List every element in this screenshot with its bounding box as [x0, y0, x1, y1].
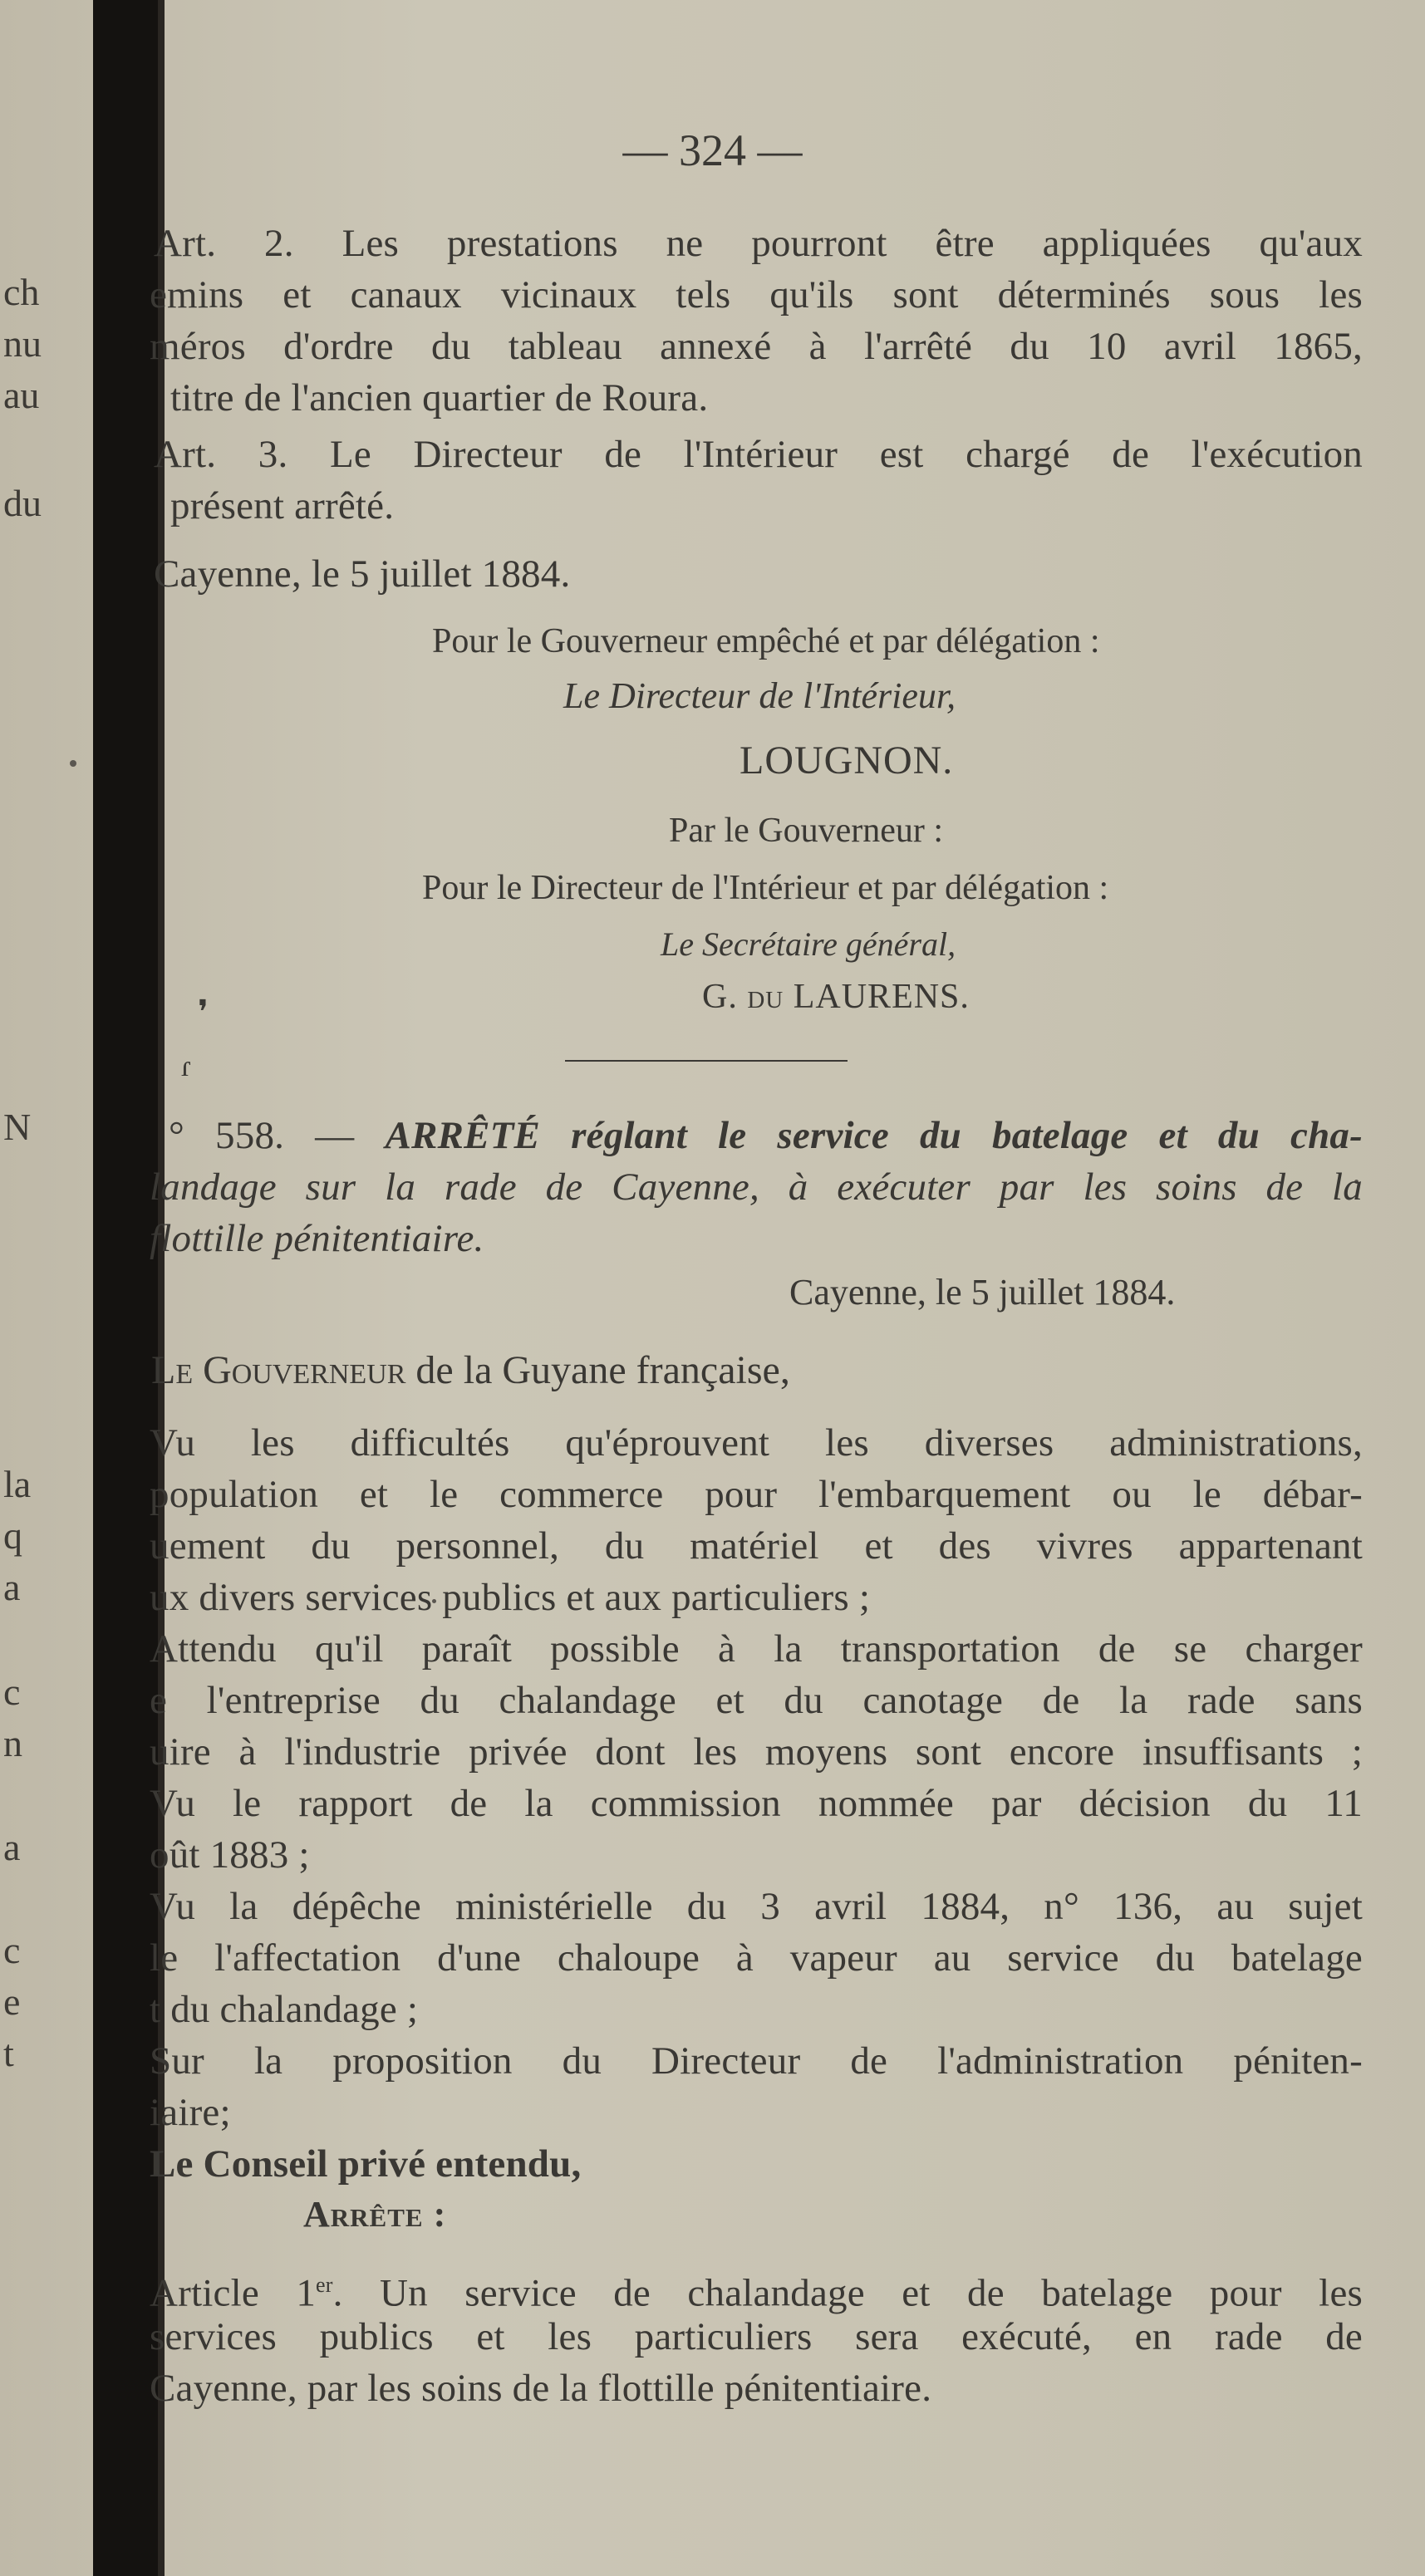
considerant-line: Vu le rapport de la commission nommée par décision du 11 [150, 1782, 1363, 1825]
article-3-line-1: Art. 3. Le Directeur de l'Intérieur est chargé de l'exécution [154, 433, 1363, 476]
considerant-line: iaire; [150, 2091, 231, 2134]
stray-mark: ɾ [181, 1049, 191, 1082]
margin-fragment: c [3, 1671, 21, 1713]
decree-title-line-1: ° 558. — ARRÊTÉ réglant le service du batelage et du cha- [169, 1114, 1363, 1157]
margin-fragment: a [3, 1566, 21, 1608]
considerant-line: Vu la dépêche ministérielle du 3 avril 1884, n° 136, au sujet [150, 1885, 1363, 1928]
article-2-line-3: méros d'ordre du tableau annexé à l'arrêté du 10 avril 1865, [150, 325, 1363, 368]
article-1-line-2: services publics et les particuliers sera exécuté, en rade de [150, 2315, 1363, 2358]
considerant-line: population et le commerce pour l'embarquement ou le débar- [150, 1473, 1363, 1516]
signature-line-1: Pour le Gouverneur empêché et par délégation : [432, 622, 1100, 660]
governor-line: Le Gouverneur de la Guyane française, [151, 1348, 790, 1392]
article-2-line-2: emins et canaux vicinaux tels qu'ils sont déterminés sous les [150, 273, 1363, 316]
arrete-heading: Arrête : [303, 2194, 447, 2235]
considerant-line: e l'entreprise du chalandage et du canotage de la rade sans [150, 1679, 1363, 1722]
article-2-line-4: titre de l'ancien quartier de Roura. [170, 376, 709, 420]
signature-name-laurens: G. du LAURENS. [702, 978, 970, 1016]
considerant-line: uire à l'industrie privée dont les moyens sont encore insuffisants ; [150, 1730, 1363, 1774]
dateline-top: Cayenne, le 5 juillet 1884. [154, 552, 571, 596]
margin-fragment: t [3, 2032, 14, 2074]
considerant-line: t du chalandage ; [150, 1988, 419, 2031]
margin-fragment: N [3, 1106, 32, 1148]
margin-fragment: au [3, 374, 40, 416]
margin-fragment: q [3, 1514, 22, 1557]
council-heard-line: Le Conseil privé entendu, [150, 2142, 582, 2186]
article-1-line-1: Article 1er. Un service de chalandage et de batelage pour les [150, 2271, 1363, 2315]
considerant-line: Attendu qu'il paraît possible à la transportation de se charger [150, 1627, 1363, 1671]
considerant-line: le l'affectation d'une chaloupe à vapeur au service du batelage [150, 1936, 1363, 1980]
considerant-line: ux divers services publics et aux particuliers ; [150, 1576, 871, 1619]
article-3-line-2: présent arrêté. [170, 484, 395, 527]
stray-mark: ❜ [198, 994, 209, 1031]
margin-fragment: a [3, 1826, 21, 1868]
section-divider [565, 1060, 848, 1062]
signature-name-lougnon: LOUGNON. [740, 738, 954, 783]
considerant-line: Vu les difficultés qu'éprouvent les diverses administrations, [150, 1421, 1363, 1465]
margin-fragment: ch [3, 271, 40, 313]
considerant-line: Sur la proposition du Directeur de l'administration péniten- [150, 2039, 1363, 2083]
signature-line-5: Pour le Directeur de l'Intérieur et par délégation : [422, 869, 1109, 907]
considerant-line: oût 1883 ; [150, 1833, 310, 1877]
considerant-line: uement du personnel, du matériel et des vivres appartenant [150, 1524, 1363, 1568]
margin-fragment: du [3, 482, 42, 524]
speck [70, 760, 76, 767]
margin-fragment: la [3, 1463, 32, 1505]
margin-fragment: e [3, 1980, 21, 2023]
signature-title-secretary: Le Secrétaire général, [661, 925, 956, 963]
margin-fragment: n [3, 1722, 22, 1764]
article-2-line-1: Art. 2. Les prestations ne pourront être appliquées qu'aux [154, 222, 1363, 265]
margin-fragment: nu [3, 322, 42, 365]
decree-date: Cayenne, le 5 juillet 1884. [789, 1272, 1176, 1313]
decree-title-line-2: landage sur la rade de Cayenne, à exécuter par les soins de la [150, 1165, 1363, 1209]
signature-line-4: Par le Gouverneur : [669, 812, 944, 850]
margin-fragment: c [3, 1929, 21, 1971]
page-number-header: — 324 — [622, 125, 803, 175]
signature-title-director: Le Directeur de l'Intérieur, [563, 675, 956, 716]
article-1-line-3: Cayenne, par les soins de la flottille pénitentiaire. [150, 2367, 932, 2410]
decree-title-line-3: flottille pénitentiaire. [150, 1217, 484, 1260]
